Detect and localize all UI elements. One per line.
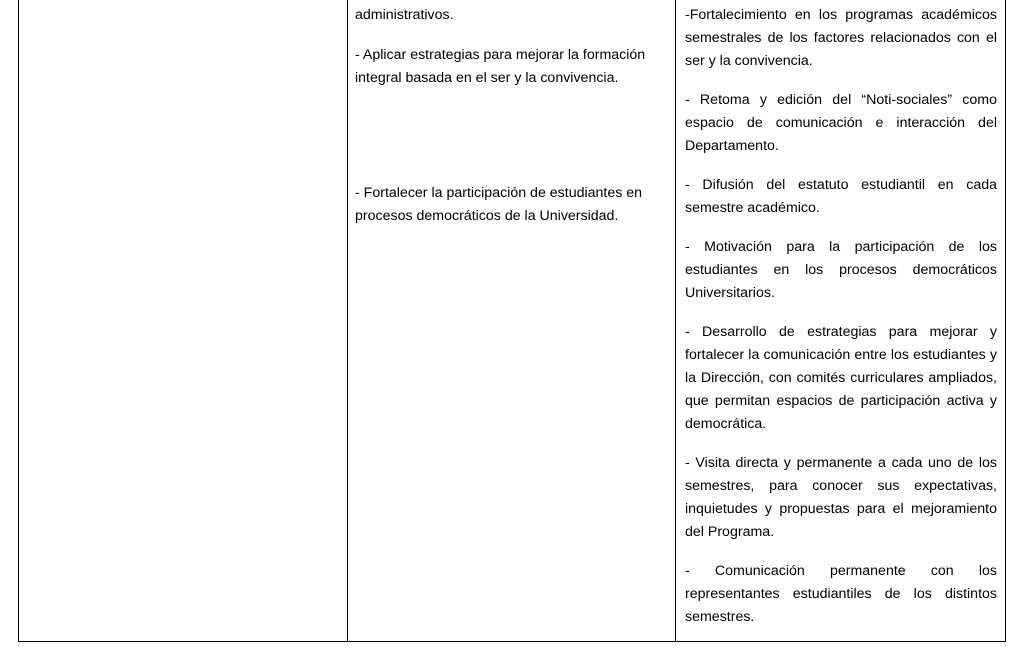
activity-text: - Visita directa y permanente a cada uno de los semestres, para conocer sus expectativas, inquietudes y propuestas para el mejoramiento del Programa.: [685, 455, 997, 540]
activity-text: - Motivación para la participación de los estudiantes en los procesos democráticos Universitarios.: [685, 239, 997, 301]
activity-text: - Difusión del estatuto estudiantil en cada semestre académico.: [685, 177, 997, 216]
objective-text: - Fortalecer la participación de estudiantes en procesos democráticos de la Universidad.: [355, 185, 643, 224]
activity-text: - Comunicación permanente con los representantes estudiantiles de los distintos semestres.: [685, 563, 997, 625]
objective-text: administrativos.: [355, 7, 454, 23]
activity-text: -Fortalecimiento en los programas académicos semestrales de los factores relacionados con el ser y la convivencia.: [685, 7, 997, 69]
document-table: [18, 0, 1006, 642]
objective-text: - Aplicar estrategias para mejorar la formación integral basada en el ser y la convivencia.: [355, 47, 646, 86]
table-cell-left: [19, 0, 347, 641]
table-cell-objectives: [348, 0, 675, 641]
table-cell-activities: [676, 0, 1007, 641]
activity-text: - Desarrollo de estrategias para mejorar y fortalecer la comunicación entre los estudiantes y la Dirección, con comités curriculares ampliados, que permitan espacios de participación activa y democrática.: [685, 324, 997, 432]
activity-text: - Retoma y edición del “Noti-sociales” como espacio de comunicación e interacción del Departamento.: [685, 92, 997, 154]
